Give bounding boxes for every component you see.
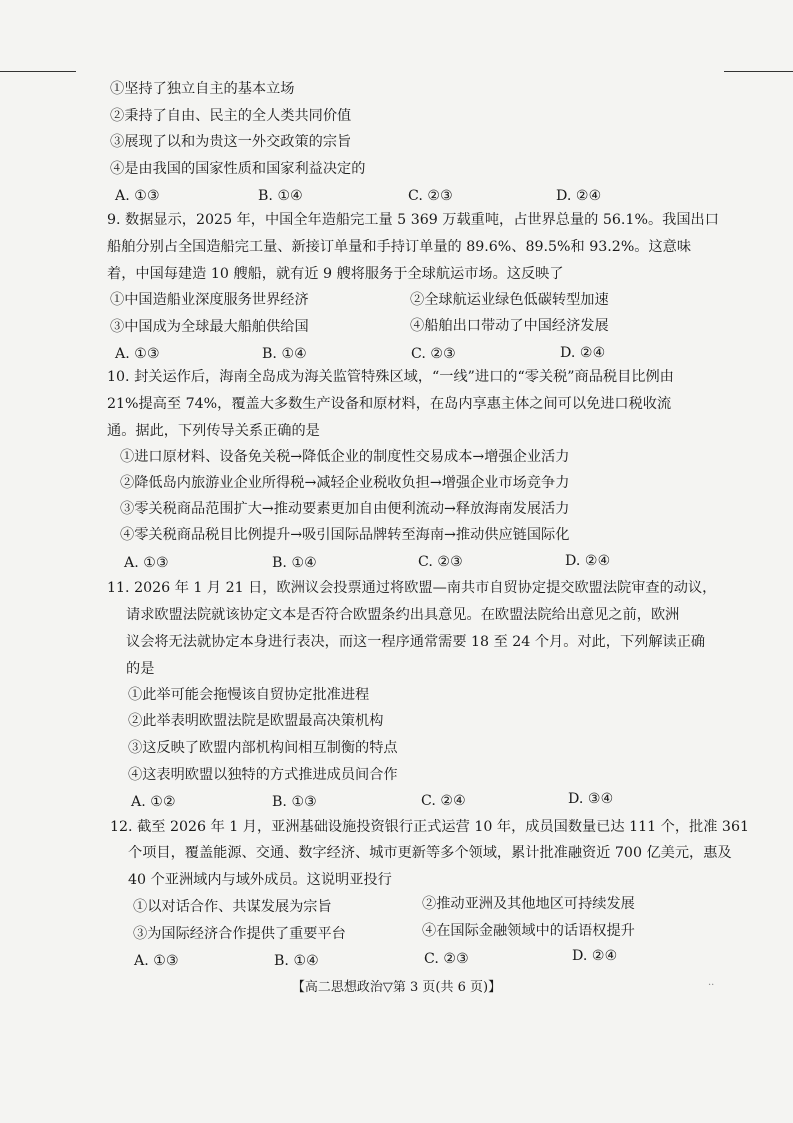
q11-choice-c: C. ②④ (421, 793, 466, 809)
q11-choice-a: A. ①② (131, 794, 176, 810)
q10-choice-c: C. ②③ (418, 554, 463, 570)
q10-stem-line-1: 10. 封关运作后，海南全岛成为海关监管特殊区域，“一线”进口的“零关税”商品税目比例由 (107, 369, 674, 385)
q9-choice-b: B. ①④ (262, 346, 307, 362)
q11-option-4: ④这表明欧盟以独特的方式推进成员间合作 (128, 767, 398, 783)
q10-choice-b: B. ①④ (272, 555, 317, 571)
q10-stem-line-2: 21%提高至 74%，覆盖大多数生产设备和原材料，在岛内享惠主体之间可以免进口税收流 (107, 396, 672, 412)
q11-stem-line-2: 请求欧盟法院就该协定文本是否符合欧盟条约出具意见。在欧盟法院给出意见之前，欧洲 (126, 607, 680, 623)
q9-option-1: ①中国造船业深度服务世界经济 (110, 292, 309, 308)
q9-stem-line-1: 9. 数据显示，2025 年，中国全年造船完工量 5 369 万载重吨，占世界总量的 56.1%。我国出口 (107, 212, 719, 228)
q11-choice-b: B. ①③ (272, 794, 317, 810)
q10-option-4: ④零关税商品税目比例提升→吸引国际品牌转至海南→推动供应链国际化 (120, 527, 570, 543)
q12-choice-b: B. ①④ (274, 953, 319, 969)
header-rule-left (0, 71, 76, 72)
q8-option-4: ④是由我国的国家性质和国家利益决定的 (110, 161, 366, 177)
q9-option-2: ②全球航运业绿色低碳转型加速 (410, 292, 609, 308)
q10-choice-a: A. ①③ (124, 555, 169, 571)
q8-choice-a: A. ①③ (115, 188, 160, 204)
q12-option-2: ②推动亚洲及其他地区可持续发展 (422, 896, 635, 912)
q8-option-1: ①坚持了独立自主的基本立场 (110, 81, 295, 97)
q10-stem-line-3: 通。据此，下列传导关系正确的是 (107, 423, 320, 439)
q9-choice-c: C. ②③ (411, 346, 456, 362)
q10-option-2: ②降低岛内旅游业企业所得税→减轻企业税收负担→增强企业市场竞争力 (120, 475, 570, 491)
q11-stem-line-4: 的是 (126, 661, 155, 677)
footer-dots: ·· (708, 980, 715, 991)
q8-option-2: ②秉持了自由、民主的全人类共同价值 (110, 108, 352, 124)
q10-choice-d: D. ②④ (565, 553, 611, 569)
q11-option-2: ②此举表明欧盟法院是欧盟最高决策机构 (128, 713, 384, 729)
q11-stem-line-1: 11. 2026 年 1 月 21 日，欧洲议会投票通过将欧盟—南共市自贸协定提交欧盟法院审查的动议， (107, 580, 717, 596)
q11-choice-d: D. ③④ (568, 791, 614, 807)
q9-choice-d: D. ②④ (560, 345, 606, 361)
q9-stem-line-2: 船舶分别占全国造船完工量、新接订单量和手持订单量的 89.6%、89.5%和 93.2%。这意味 (107, 239, 692, 255)
q12-option-3: ③为国际经济合作提供了重要平台 (133, 926, 346, 942)
q11-stem-line-3: 议会将无法就协定本身进行表决，而这一程序通常需要 18 至 24 个月。对此，下列解读正确 (126, 634, 706, 650)
q9-choice-a: A. ①③ (115, 346, 160, 362)
page-footer: 【高二思想政治▽第 3 页(共 6 页)】 (291, 980, 502, 995)
q12-choice-d: D. ②④ (572, 948, 618, 964)
q12-stem-line-2: 个项目，覆盖能源、交通、数字经济、城市更新等多个领域，累计批准融资近 700 亿美元，惠及 (128, 845, 732, 861)
q12-choice-c: C. ②③ (424, 951, 469, 967)
q12-choice-a: A. ①③ (134, 953, 179, 969)
q12-stem-line-1: 12. 截至 2026 年 1 月，亚洲基础设施投资银行正式运营 10 年，成员国数量已达 111 个，批准 361 (110, 819, 750, 835)
q11-option-3: ③这反映了欧盟内部机构间相互制衡的特点 (128, 740, 398, 756)
q8-choice-b: B. ①④ (258, 188, 303, 204)
q8-option-3: ③展现了以和为贵这一外交政策的宗旨 (110, 134, 352, 150)
q11-option-1: ①此举可能会拖慢该自贸协定批准进程 (128, 687, 370, 703)
q12-option-4: ④在国际金融领域中的话语权提升 (422, 923, 635, 939)
q9-stem-line-3: 着，中国每建造 10 艘船，就有近 9 艘将服务于全球航运市场。这反映了 (107, 266, 564, 282)
q9-option-4: ④船舶出口带动了中国经济发展 (410, 318, 609, 334)
q12-stem-line-3: 40 个亚洲域内与域外成员。这说明亚投行 (128, 872, 392, 888)
q12-option-1: ①以对话合作、共谋发展为宗旨 (133, 899, 332, 915)
q9-option-3: ③中国成为全球最大船舶供给国 (110, 319, 309, 335)
header-rule-right (724, 71, 793, 72)
q10-option-3: ③零关税商品范围扩大→推动要素更加自由便利流动→释放海南发展活力 (120, 501, 570, 517)
q10-option-1: ①进口原材料、设备免关税→降低企业的制度性交易成本→增强企业活力 (120, 449, 570, 465)
q8-choice-c: C. ②③ (408, 188, 453, 204)
q8-choice-d: D. ②④ (556, 188, 602, 204)
